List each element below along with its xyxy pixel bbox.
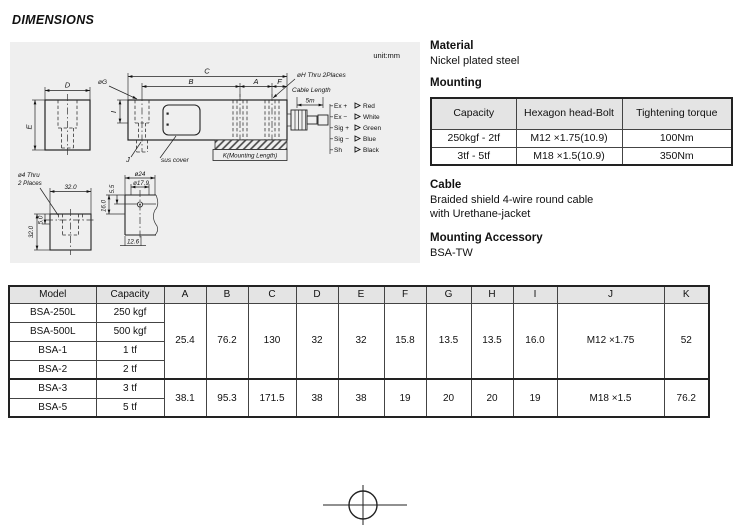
- cable-heading: Cable: [430, 179, 462, 191]
- dimension-header-row: [9, 286, 709, 303]
- dim-cell-K: 76.2: [664, 379, 709, 417]
- dim-cell-C: 171.5: [248, 379, 296, 417]
- boss-outer-dia: ø24: [134, 171, 146, 178]
- wire-signal: Sig +: [334, 125, 349, 132]
- capacity-cell: 3tf - 5tf: [431, 147, 516, 165]
- dim-cell-H: 20: [471, 379, 513, 417]
- hole-note-line2: 2 Places: [18, 180, 42, 187]
- col-E: E: [338, 286, 384, 303]
- detail-square-view: [17, 172, 95, 255]
- mounting-heading: Mounting: [430, 77, 482, 89]
- dim-cell-F: 19: [384, 379, 426, 417]
- dim-cell-E: 32: [338, 303, 384, 379]
- dim-cell-F: 15.8: [384, 303, 426, 379]
- boss-inner-dia: ø17.9: [133, 180, 149, 187]
- dim-label-B: B: [188, 77, 194, 86]
- dimension-table: [8, 285, 710, 418]
- wire-color: Green: [363, 125, 382, 132]
- col-A: A: [164, 286, 206, 303]
- col-K: K: [664, 286, 709, 303]
- sus-cover-shape: [163, 105, 200, 135]
- table-row: [9, 379, 709, 398]
- bolt-cell: M18 ×1.5(10.9): [516, 147, 622, 165]
- wire-color: White: [363, 114, 380, 121]
- dim-cell-G: 13.5: [426, 303, 471, 379]
- dim-cell-C: 130: [248, 303, 296, 379]
- model-cell: BSA-2: [9, 360, 96, 379]
- capacity-cell: 250 kgf: [96, 303, 164, 322]
- col-H: H: [471, 286, 513, 303]
- capacity-cell: 3 tf: [96, 379, 164, 398]
- wire-legend: [334, 103, 381, 154]
- dim-label-F: F: [277, 77, 282, 86]
- detail-notch: 5.0: [37, 215, 45, 225]
- dim-cell-I: 16.0: [513, 303, 557, 379]
- hole-note-line1: ø4 Thru: [18, 172, 40, 179]
- model-cell: BSA-500L: [9, 322, 96, 341]
- dim-cell-B: 76.2: [206, 303, 248, 379]
- mounting-header-row: [431, 98, 732, 129]
- accessory-heading: Mounting Accessory: [430, 232, 543, 244]
- registration-mark-icon: [315, 483, 415, 526]
- col-J: J: [557, 286, 664, 303]
- wire-color: Blue: [363, 136, 377, 143]
- material-heading: Material: [430, 40, 474, 52]
- capacity-cell: 5 tf: [96, 398, 164, 417]
- wire-signal: Ex −: [334, 114, 348, 121]
- mounting-col-capacity: Capacity: [431, 98, 516, 129]
- dim-label-E: E: [24, 124, 34, 130]
- mounting-col-torque: Tightening torque: [622, 98, 732, 129]
- unit-label: unit:mm: [373, 51, 400, 60]
- col-F: F: [384, 286, 426, 303]
- torque-cell: 350Nm: [622, 147, 732, 165]
- model-cell: BSA-1: [9, 341, 96, 360]
- bolt-cell: M12 ×1.75(10.9): [516, 129, 622, 147]
- detail-height: 32.0: [28, 225, 35, 239]
- boss-base-width: 12.6: [126, 238, 140, 246]
- dim-cell-H: 13.5: [471, 303, 513, 379]
- capacity-cell: 500 kgf: [96, 322, 164, 341]
- page-title: DIMENSIONS: [12, 13, 95, 27]
- wire-arrow-icons: [355, 103, 360, 152]
- dim-label-D: D: [64, 80, 71, 90]
- accessory-value: BSA-TW: [430, 247, 473, 259]
- dim-label-I: I: [109, 110, 118, 114]
- dim-cell-J: M18 ×1.5: [557, 379, 664, 417]
- dim-cell-A: 38.1: [164, 379, 206, 417]
- dimension-drawing: [10, 42, 420, 263]
- col-C: C: [248, 286, 296, 303]
- cable-line-2: with Urethane-jacket: [430, 208, 531, 220]
- dim-cell-G: 20: [426, 379, 471, 417]
- dim-cell-J: M12 ×1.75: [557, 303, 664, 379]
- mounting-table: [430, 97, 733, 166]
- dim-label-G: øG: [98, 79, 108, 86]
- model-cell: BSA-3: [9, 379, 96, 398]
- dim-cell-D: 32: [296, 303, 338, 379]
- capacity-cell: 250kgf - 2tf: [431, 129, 516, 147]
- cable-length-label: Cable Length: [292, 87, 331, 94]
- mounting-length-label: K(Mounting Length): [222, 152, 278, 160]
- table-row: [431, 129, 732, 147]
- boss-step: 5.5: [109, 184, 116, 194]
- dim-cell-E: 38: [338, 379, 384, 417]
- boss-center-height: 16.0: [100, 199, 108, 213]
- col-capacity: Capacity: [96, 286, 164, 303]
- dim-label-A: A: [253, 77, 259, 86]
- end-view: [25, 81, 91, 157]
- model-cell: BSA-5: [9, 398, 96, 417]
- col-model: Model: [9, 286, 96, 303]
- mounting-hatch: [215, 140, 287, 150]
- dim-label-J: J: [126, 155, 130, 164]
- table-row: [431, 147, 732, 165]
- material-value: Nickel plated steel: [430, 55, 520, 67]
- wire-signal: Sh: [334, 147, 342, 154]
- side-view: [98, 67, 347, 165]
- col-B: B: [206, 286, 248, 303]
- dim-cell-D: 38: [296, 379, 338, 417]
- col-G: G: [426, 286, 471, 303]
- detail-boss-view: [101, 171, 158, 246]
- dim-label-H: øH Thru 2Places: [297, 72, 346, 79]
- capacity-cell: 1 tf: [96, 341, 164, 360]
- cable-assembly: [287, 87, 381, 154]
- dim-cell-K: 52: [664, 303, 709, 379]
- sus-cover-label: sus cover: [161, 157, 189, 164]
- dim-cell-B: 95.3: [206, 379, 248, 417]
- table-row: [9, 303, 709, 322]
- wire-signal: Sig −: [334, 136, 349, 143]
- col-D: D: [296, 286, 338, 303]
- wire-signal: Ex +: [334, 103, 348, 110]
- col-I: I: [513, 286, 557, 303]
- wire-color: Black: [363, 147, 379, 154]
- detail-width: 32.0: [64, 184, 77, 191]
- capacity-cell: 2 tf: [96, 360, 164, 379]
- model-cell: BSA-250L: [9, 303, 96, 322]
- wire-color: Red: [363, 103, 375, 110]
- cable-length-value: 5m: [305, 97, 315, 105]
- dim-cell-A: 25.4: [164, 303, 206, 379]
- dimension-drawing-panel: [10, 42, 420, 263]
- cable-line-1: Braided shield 4-wire round cable: [430, 194, 594, 206]
- mounting-col-bolt: Hexagon head-Bolt: [516, 98, 622, 129]
- dim-label-C: C: [204, 66, 210, 76]
- dim-cell-I: 19: [513, 379, 557, 417]
- torque-cell: 100Nm: [622, 129, 732, 147]
